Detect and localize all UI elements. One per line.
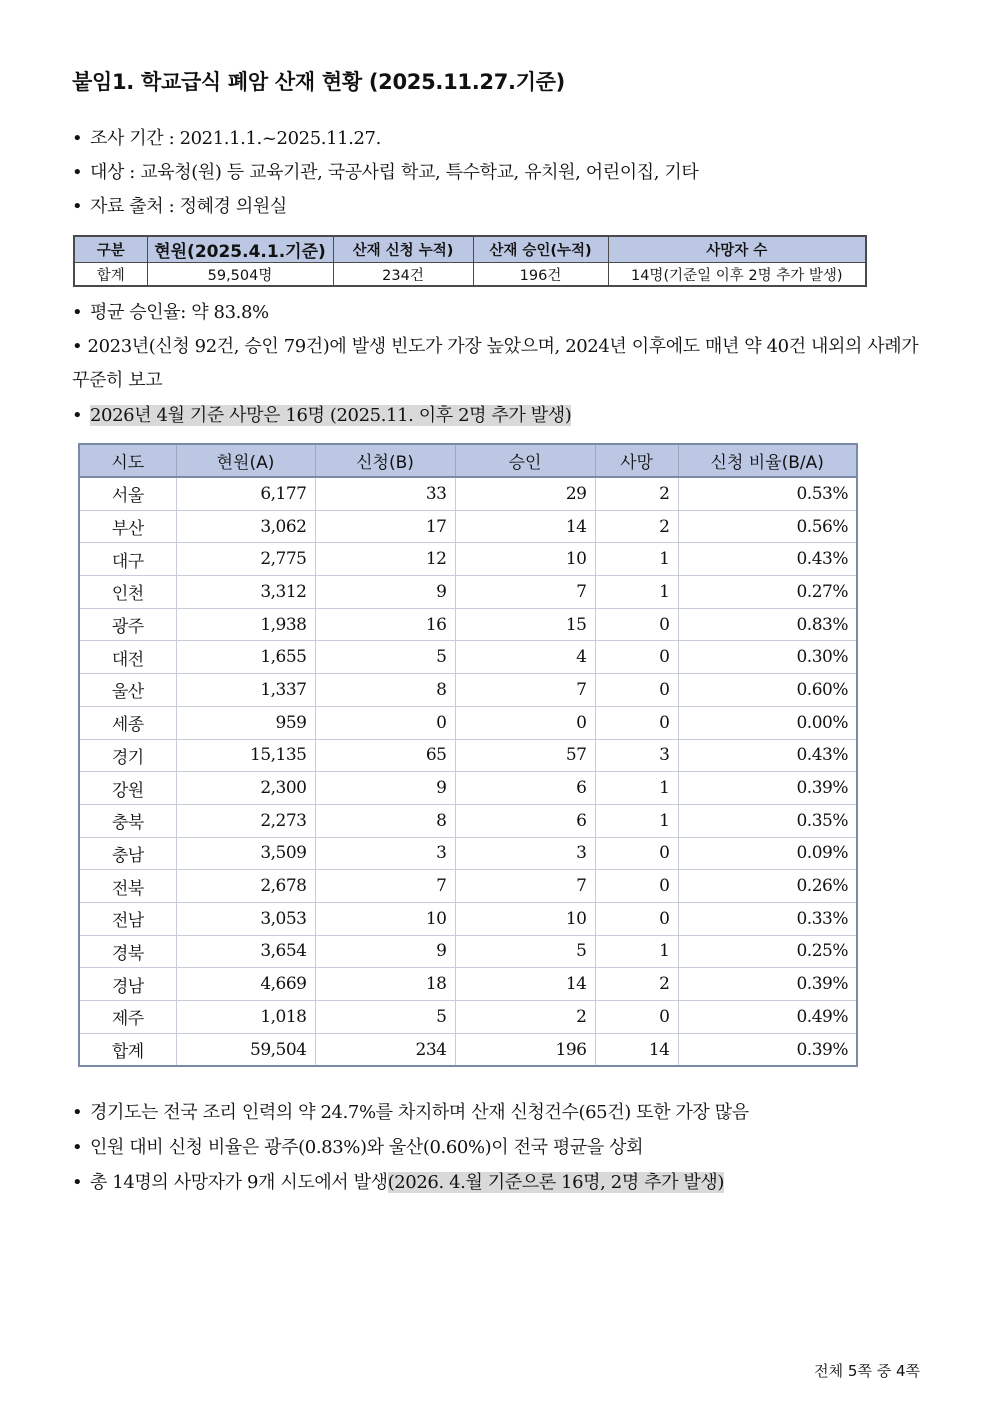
table-cell: 18 [315,968,455,1001]
region-header: 시도 [79,444,176,477]
summary-header: 사망자 수 [608,236,866,263]
table-cell: 0 [595,902,678,935]
region-name-cell: 합계 [79,1033,176,1066]
table-cell: 6 [455,772,595,805]
region-name-cell: 충북 [79,804,176,837]
table-cell: 0.25% [678,935,857,968]
table-cell: 15 [455,608,595,641]
summary-cell: 14명(기준일 이후 2명 추가 발생) [608,263,866,287]
table-cell: 234 [315,1033,455,1066]
region-name-cell: 인천 [79,576,176,609]
table-cell: 0 [595,641,678,674]
table-cell: 14 [455,510,595,543]
table-cell: 10 [455,543,595,576]
table-cell: 7 [455,576,595,609]
table-cell: 0.39% [678,1033,857,1066]
table-cell: 33 [315,477,455,510]
table-row [79,674,857,707]
region-name-cell: 전남 [79,902,176,935]
table-cell: 8 [315,804,455,837]
region-header: 신청(B) [315,444,455,477]
region-name-cell: 경기 [79,739,176,772]
region-name-cell: 대구 [79,543,176,576]
table-cell: 9 [315,576,455,609]
table-cell: 3 [595,739,678,772]
table-cell: 9 [315,935,455,968]
region-name-cell: 서울 [79,477,176,510]
table-cell: 0.49% [678,1001,857,1034]
table-row [79,837,857,870]
region-name-cell: 세종 [79,706,176,739]
summary-cell: 59,504명 [147,263,333,287]
table-cell: 0 [595,837,678,870]
table-cell: 57 [455,739,595,772]
page-footer: 전체 5쪽 중 4쪽 [814,1362,920,1380]
table-cell: 8 [315,674,455,707]
table-row [79,1001,857,1034]
table-cell: 0.33% [678,902,857,935]
region-name-cell: 강원 [79,772,176,805]
table-cell: 14 [595,1033,678,1066]
table-cell: 2 [595,510,678,543]
region-header-row [79,444,857,477]
table-cell: 29 [455,477,595,510]
summary-header: 구분 [74,236,147,263]
table-cell: 0 [595,1001,678,1034]
region-header: 현원(A) [176,444,315,477]
region-header: 승인 [455,444,595,477]
table-cell: 1 [595,804,678,837]
table-cell: 2 [455,1001,595,1034]
table-cell: 2 [595,477,678,510]
table-cell: 0.35% [678,804,857,837]
table-cell: 3,654 [176,935,315,968]
table-cell: 6 [455,804,595,837]
region-name-cell: 제주 [79,1001,176,1034]
table-cell: 1,938 [176,608,315,641]
table-cell: 0.53% [678,477,857,510]
table-cell: 7 [315,870,455,903]
table-row [79,902,857,935]
summary-header: 현원(2025.4.1.기준) [147,236,333,263]
table-row [79,706,857,739]
note-ratio: • 인원 대비 신청 비율은 광주(0.83%)와 울산(0.60%)이 전국 평균을 상회 [72,1137,644,1158]
table-cell: 0.00% [678,706,857,739]
table-row [79,935,857,968]
table-cell: 5 [315,641,455,674]
page-title: 붙임1. 학교급식 폐암 산재 현황 (2025.11.27.기준) [72,70,565,94]
table-cell: 2,775 [176,543,315,576]
table-cell: 2,273 [176,804,315,837]
summary-cell: 합계 [74,263,147,287]
note-peak-year: • 2023년(신청 92건, 승인 79건)에 발생 빈도가 가장 높았으며, 2024년 이후에도 매년 약 40건 내외의 사례가 꾸준히 보고 [72,336,919,391]
table-cell: 1,337 [176,674,315,707]
table-cell: 0.43% [678,543,857,576]
note-avg-approval: • 평균 승인율: 약 83.8% [72,302,269,323]
table-cell: 1 [595,772,678,805]
table-row [79,510,857,543]
table-cell: 0.83% [678,608,857,641]
table-cell: 0 [455,706,595,739]
region-name-cell: 경남 [79,968,176,1001]
note-deaths: • 총 14명의 사망자가 9개 시도에서 발생(2026. 4.월 기준으론 16명, 2명 추가 발생) [72,1172,725,1193]
table-cell: 6,177 [176,477,315,510]
region-name-cell: 전북 [79,870,176,903]
region-name-cell: 부산 [79,510,176,543]
info-target: • 대상 : 교육청(원) 등 교육기관, 국공사립 학교, 특수학교, 유치원, 어린이집, 기타 [72,162,699,183]
table-row [79,772,857,805]
summary-cell: 196건 [473,263,608,287]
table-cell: 5 [455,935,595,968]
table-cell: 1 [595,543,678,576]
table-row [79,968,857,1001]
region-header: 사망 [595,444,678,477]
table-cell: 65 [315,739,455,772]
table-cell: 4,669 [176,968,315,1001]
table-cell: 1,018 [176,1001,315,1034]
summary-row [74,263,866,287]
table-cell: 16 [315,608,455,641]
table-cell: 2,300 [176,772,315,805]
table-cell: 0.43% [678,739,857,772]
table-row [79,870,857,903]
table-cell: 4 [455,641,595,674]
table-cell: 3,509 [176,837,315,870]
table-cell: 14 [455,968,595,1001]
note-update: • 2026년 4월 기준 사망은 16명 (2025.11. 이후 2명 추가 발생) [72,405,572,426]
table-cell: 3,312 [176,576,315,609]
info-source: • 자료 출처 : 정혜경 의원실 [72,196,287,217]
table-cell: 3 [455,837,595,870]
table-cell: 0.60% [678,674,857,707]
table-row [79,641,857,674]
region-name-cell: 경북 [79,935,176,968]
region-table [78,443,858,1067]
table-cell: 10 [315,902,455,935]
table-cell: 17 [315,510,455,543]
table-cell: 0.30% [678,641,857,674]
table-cell: 1 [595,935,678,968]
table-cell: 59,504 [176,1033,315,1066]
table-row [79,804,857,837]
region-name-cell: 대전 [79,641,176,674]
table-row [79,1033,857,1066]
table-cell: 0 [595,608,678,641]
table-cell: 0.39% [678,968,857,1001]
table-cell: 196 [455,1033,595,1066]
table-row [79,576,857,609]
table-cell: 0.27% [678,576,857,609]
table-row [79,739,857,772]
table-cell: 0.39% [678,772,857,805]
note-gyeonggi: • 경기도는 전국 조리 인력의 약 24.7%를 차지하며 산재 신청건수(65건) 또한 가장 많음 [72,1102,749,1123]
table-cell: 1 [595,576,678,609]
summary-header-row [74,236,866,263]
table-cell: 0.56% [678,510,857,543]
table-cell: 15,135 [176,739,315,772]
summary-cell: 234건 [333,263,473,287]
summary-header: 산재 신청 누적) [333,236,473,263]
table-cell: 0.26% [678,870,857,903]
table-row [79,477,857,510]
region-name-cell: 광주 [79,608,176,641]
table-cell: 0 [595,674,678,707]
table-cell: 0.09% [678,837,857,870]
info-period: • 조사 기간 : 2021.1.1.~2025.11.27. [72,128,381,149]
table-row [79,608,857,641]
table-row [79,543,857,576]
table-cell: 959 [176,706,315,739]
summary-header: 산재 승인(누적) [473,236,608,263]
table-cell: 0 [315,706,455,739]
region-name-cell: 충남 [79,837,176,870]
table-cell: 3,062 [176,510,315,543]
table-cell: 10 [455,902,595,935]
table-cell: 12 [315,543,455,576]
table-cell: 7 [455,870,595,903]
table-cell: 2 [595,968,678,1001]
region-header: 신청 비율(B/A) [678,444,857,477]
table-cell: 1,655 [176,641,315,674]
table-cell: 9 [315,772,455,805]
table-cell: 7 [455,674,595,707]
summary-table [73,235,867,287]
table-cell: 3,053 [176,902,315,935]
table-cell: 0 [595,870,678,903]
table-cell: 5 [315,1001,455,1034]
region-name-cell: 울산 [79,674,176,707]
table-cell: 0 [595,706,678,739]
table-cell: 2,678 [176,870,315,903]
table-cell: 3 [315,837,455,870]
